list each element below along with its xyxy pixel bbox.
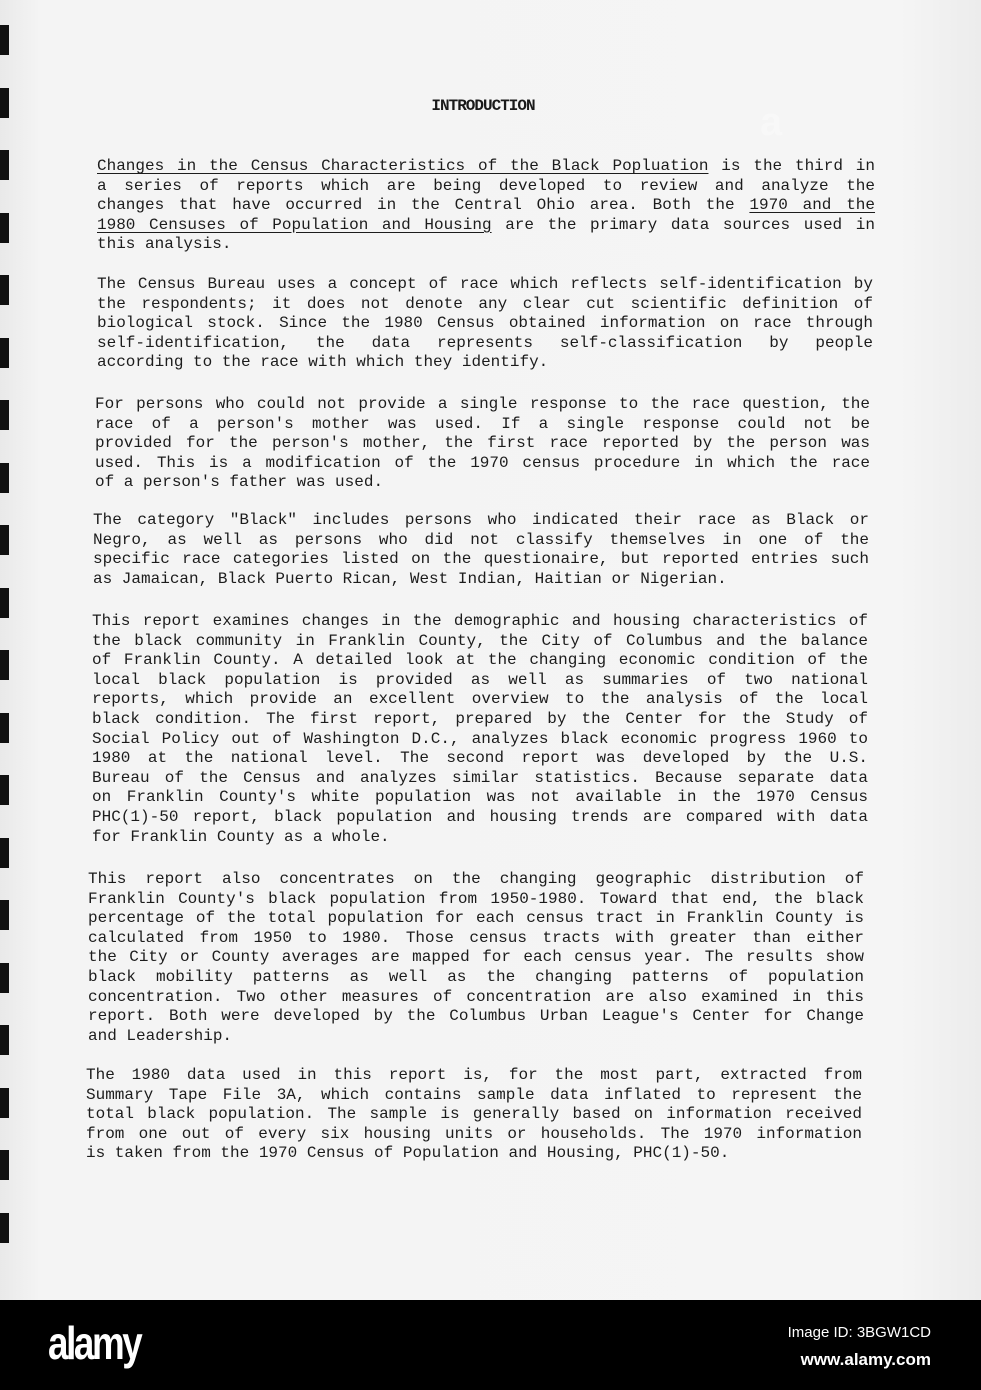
text-line [95, 473, 870, 493]
document-title: INTRODUCTION [431, 97, 535, 115]
text-line [88, 929, 864, 949]
binding-hole [0, 1150, 9, 1180]
text-line [88, 968, 864, 988]
text-line [92, 710, 868, 730]
text-segment: The category "Black" includes persons who indicated their race as Black or [93, 511, 869, 529]
text-segment: race of a person's mother was used. If a single response could not be [95, 414, 870, 433]
text-line [92, 769, 868, 789]
text-segment: on Franklin County's white population was not available in the 1970 Census [92, 788, 868, 807]
text-line [88, 1027, 864, 1047]
text-line [86, 1105, 862, 1125]
text-segment: report. Both were developed by the Columbus Urban League's Center for Change [88, 1007, 864, 1026]
text-segment: PHC(1)-50 report, black population and housing trends are compared with data [92, 807, 868, 826]
binding-hole [0, 25, 9, 55]
text-segment: This report examines changes in the demographic and housing characteristics of [92, 612, 868, 630]
text-line [88, 890, 864, 910]
text-segment: This report also concentrates on the changing geographic distribution of [88, 870, 864, 888]
text-line [93, 511, 869, 531]
text-line [97, 314, 873, 334]
text-line [95, 395, 870, 415]
text-line [88, 870, 864, 890]
text-line [97, 295, 873, 315]
text-line [97, 353, 873, 373]
text-line [93, 531, 869, 551]
binding-hole [0, 1088, 9, 1118]
binding-hole [0, 338, 9, 368]
binding-hole [0, 525, 9, 555]
paragraph [88, 870, 864, 1046]
paragraph [86, 1066, 862, 1164]
binding-hole [0, 400, 9, 430]
text-segment: a series of reports which are being developed to review and analyze the [97, 176, 875, 195]
binding-hole [0, 713, 9, 743]
paragraph [97, 275, 873, 373]
text-line [86, 1086, 862, 1106]
text-line [97, 334, 873, 354]
text-segment: Summary Tape File 3A, which contains sample data inflated to represent the [86, 1085, 862, 1104]
binding-hole [0, 213, 9, 243]
text-segment: used. This is a modification of the 1970 census procedure in which the race [95, 453, 870, 472]
text-line [97, 216, 875, 236]
text-segment: percentage of the total population for each census tract in Franklin County is [88, 909, 864, 928]
text-line [95, 434, 870, 454]
binding-hole [0, 1025, 9, 1055]
text-line [92, 788, 868, 808]
text-segment: specific race categories listed on the questionaire, but reported entries such [93, 550, 869, 569]
text-segment: self-identification, the data represents self-classification by people [97, 333, 873, 352]
underlined-text: 1970 and the [749, 196, 876, 215]
text-segment: as Jamaican, Black Puerto Rican, West Indian, Haitian or Nigerian. [93, 569, 727, 588]
text-segment: from one out of every six housing units or households. The 1970 information [86, 1124, 862, 1143]
watermark: a [760, 100, 783, 144]
text-segment: for Franklin County as a whole. [92, 827, 390, 846]
text-segment: are the primary data sources used in [491, 215, 875, 234]
text-segment: this analysis. [97, 235, 232, 254]
text-line [88, 1007, 864, 1027]
footer-bar [0, 1300, 981, 1390]
text-line [92, 730, 868, 750]
text-line [92, 612, 868, 632]
text-line [92, 808, 868, 828]
text-line [95, 415, 870, 435]
text-line [92, 671, 868, 691]
binding-hole [0, 1213, 9, 1243]
text-line [92, 690, 868, 710]
paragraph [97, 157, 875, 255]
binding-hole [0, 963, 9, 993]
paragraph [92, 612, 868, 847]
text-segment: and Leadership. [88, 1026, 233, 1045]
text-segment: total black population. The sample is generally based on information received [86, 1105, 862, 1124]
text-segment: concentration. Two other measures of concentration are also examined in this [88, 987, 864, 1006]
text-segment: black mobility patterns as well as the changing patterns of population [88, 967, 864, 986]
text-line [92, 632, 868, 652]
text-line [86, 1125, 862, 1145]
text-segment: reports, which provide an excellent overview to the analysis of the local [92, 690, 868, 709]
text-segment: the respondents; it does not denote any clear cut scientific definition of [97, 294, 873, 313]
text-segment: local black population is provided as well as summaries of two national [92, 670, 868, 689]
text-line [97, 177, 875, 197]
text-segment: provided for the person's mother, the first race reported by the person was [95, 434, 870, 453]
underlined-text: 1980 Censuses of Population and Housing [97, 215, 492, 234]
text-segment: of a person's father was used. [95, 473, 384, 492]
text-line [88, 988, 864, 1008]
text-segment: The Census Bureau uses a concept of race which reflects self-identification by [97, 275, 873, 293]
text-line [86, 1144, 862, 1164]
text-line [95, 454, 870, 474]
text-line [88, 909, 864, 929]
binding-hole [0, 650, 9, 680]
binding-hole [0, 463, 9, 493]
text-segment: the City or County averages are mapped for each census year. The results show [88, 948, 864, 967]
image-id: Image ID: 3BGW1CD [787, 1324, 931, 1341]
text-segment: Franklin County's black population from 1950-1980. Toward that end, the black [88, 889, 864, 908]
text-segment: The 1980 data used in this report is, for the most part, extracted from [86, 1066, 862, 1084]
paragraph [95, 395, 870, 493]
text-segment: For persons who could not provide a single response to the race question, the [95, 395, 870, 413]
text-segment: changes that have occurred in the Central Ohio area. Both the [97, 196, 750, 215]
binding-hole [0, 838, 9, 868]
text-segment: 1980 at the national level. The second report was developed by the U.S. [92, 749, 868, 768]
text-segment: Bureau of the Census and analyzes similar statistics. Because separate data [92, 768, 868, 787]
text-segment: is the third in [708, 157, 875, 175]
text-line [97, 275, 873, 295]
text-segment: black condition. The first report, prepared by the Center for the Study of [92, 709, 868, 728]
text-segment: the black community in Franklin County, the City of Columbus and the balance [92, 631, 868, 650]
text-line [93, 550, 869, 570]
text-line [92, 749, 868, 769]
text-line [92, 828, 868, 848]
text-line [97, 157, 875, 177]
text-line [86, 1066, 862, 1086]
paragraph [93, 511, 869, 589]
text-segment: calculated from 1950 to 1980. Those census tracts with greater than either [88, 928, 864, 947]
text-line [93, 570, 869, 590]
text-segment: Negro, as well as persons who did not classify themselves in one of the [93, 530, 869, 549]
binding-hole [0, 775, 9, 805]
text-segment: according to the race with which they identify. [97, 353, 549, 372]
binding-hole [0, 900, 9, 930]
binding-hole [0, 275, 9, 305]
text-segment: Social Policy out of Washington D.C., analyzes black economic progress 1960 to [92, 729, 868, 748]
text-segment: biological stock. Since the 1980 Census obtained information on race through [97, 314, 873, 333]
text-line [97, 196, 875, 216]
binding-hole [0, 150, 9, 180]
site-url: www.alamy.com [800, 1350, 931, 1369]
underlined-text: Changes in the Census Characteristics of the Black Popluation [97, 157, 709, 175]
alamy-logo: alamy [48, 1317, 141, 1369]
text-line [88, 948, 864, 968]
text-segment: of Franklin County. A detailed look at the changing economic condition of the [92, 651, 868, 670]
binding-hole [0, 588, 9, 618]
text-segment: is taken from the 1970 Census of Population and Housing, PHC(1)-50. [86, 1144, 730, 1163]
text-line [97, 235, 875, 255]
text-line [92, 651, 868, 671]
